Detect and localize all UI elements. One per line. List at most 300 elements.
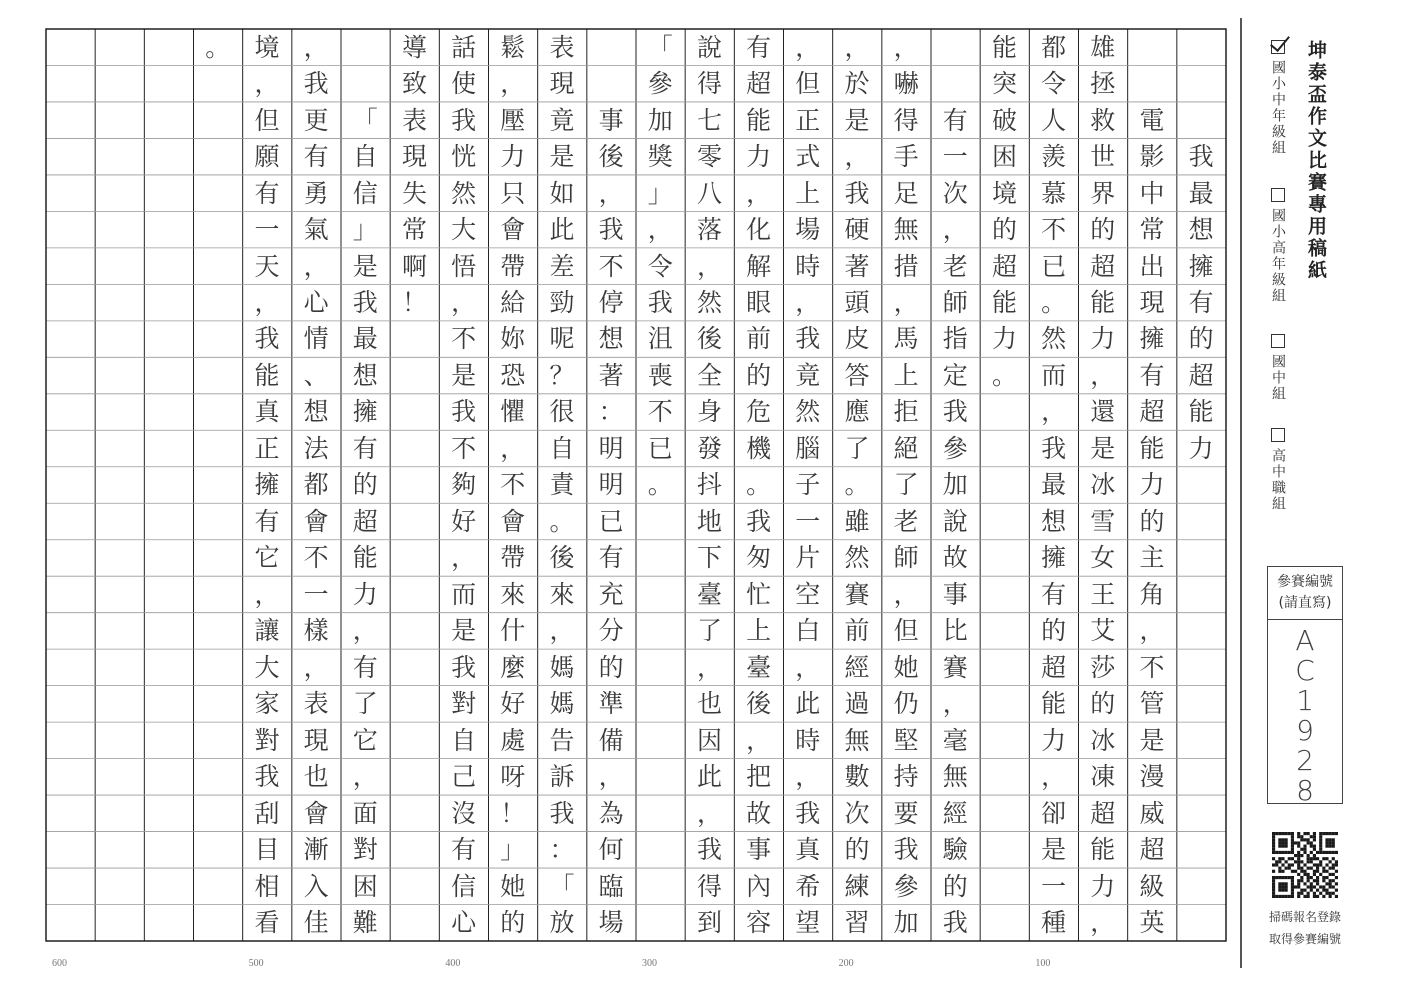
qr-module <box>1303 873 1306 876</box>
essay-character: 我 <box>942 397 968 427</box>
essay-character: 場 <box>795 215 821 245</box>
qr-module <box>1322 885 1325 888</box>
essay-character: ， <box>1090 907 1116 937</box>
category-option-junior-high[interactable] <box>1268 334 1288 402</box>
qr-module <box>1294 841 1297 844</box>
qr-module <box>1319 841 1322 844</box>
essay-character: 刮 <box>254 798 280 828</box>
qr-module <box>1291 870 1294 873</box>
qr-module <box>1272 882 1275 885</box>
essay-character: 力 <box>500 142 526 172</box>
essay-character: ， <box>795 288 821 318</box>
qr-module <box>1297 835 1300 838</box>
essay-character: 對 <box>451 689 477 719</box>
checkbox-icon[interactable] <box>1271 334 1285 348</box>
qr-module <box>1288 867 1291 870</box>
category-option-mid-elementary[interactable] <box>1268 40 1288 156</box>
essay-character: 能 <box>1090 835 1116 865</box>
essay-character: 發 <box>696 433 722 463</box>
essay-character: 不 <box>451 324 477 354</box>
essay-character: 子 <box>795 470 821 500</box>
essay-character: 最 <box>1041 470 1067 500</box>
essay-character: 有 <box>1041 579 1067 609</box>
essay-character: 有 <box>451 835 477 865</box>
qr-module <box>1325 832 1328 835</box>
qr-module <box>1300 867 1303 870</box>
qr-module <box>1297 841 1300 844</box>
qr-module <box>1275 876 1278 879</box>
essay-character: 大 <box>451 215 477 245</box>
qr-module <box>1297 882 1300 885</box>
qr-module <box>1329 867 1332 870</box>
qr-module <box>1325 882 1328 885</box>
essay-column <box>1128 29 1177 941</box>
essay-character: 如 <box>549 178 575 208</box>
essay-character: ， <box>942 215 968 245</box>
essay-character: 。 <box>647 470 673 500</box>
essay-character: ， <box>844 142 870 172</box>
essay-character: 著 <box>844 251 870 281</box>
essay-character: 更 <box>303 105 329 135</box>
qr-module <box>1329 841 1332 844</box>
qr-module <box>1322 895 1325 898</box>
essay-character: 有 <box>1139 360 1165 390</box>
essay-character: 突 <box>991 69 1017 99</box>
qr-module <box>1278 845 1281 848</box>
essay-column <box>292 29 341 941</box>
qr-module <box>1313 854 1316 857</box>
essay-character: 持 <box>893 762 919 792</box>
essay-character: 力 <box>1090 324 1116 354</box>
qr-module <box>1281 851 1284 854</box>
essay-character: 「 <box>647 32 673 62</box>
qr-module <box>1325 845 1328 848</box>
essay-character: 獎 <box>647 142 673 172</box>
count-tick-label: 100 <box>1035 958 1051 969</box>
checkbox-icon[interactable] <box>1271 188 1285 202</box>
qr-module <box>1303 838 1306 841</box>
qr-module <box>1307 895 1310 898</box>
essay-column <box>833 29 882 941</box>
essay-character: 不 <box>451 433 477 463</box>
essay-character: 「 <box>352 105 378 135</box>
qr-module <box>1319 832 1322 835</box>
qr-module <box>1319 838 1322 841</box>
essay-character: 我 <box>647 288 673 318</box>
qr-module <box>1294 854 1297 857</box>
essay-character: 威 <box>1139 798 1165 828</box>
essay-character: 抖 <box>696 470 722 500</box>
essay-character: 慕 <box>1041 178 1067 208</box>
essay-character: 相 <box>254 871 280 901</box>
essay-character: 壓 <box>500 105 526 135</box>
qr-module <box>1313 885 1316 888</box>
qr-module <box>1329 851 1332 854</box>
essay-character: 身 <box>696 397 722 427</box>
essay-character: 準 <box>598 689 624 719</box>
essay-character <box>931 65 980 101</box>
essay-character: 停 <box>598 288 624 318</box>
essay-character: 後 <box>549 543 575 573</box>
essay-character: 我 <box>746 506 772 536</box>
count-tick-label: 600 <box>52 958 67 969</box>
qr-module <box>1281 870 1284 873</box>
essay-character: ， <box>598 762 624 792</box>
essay-character: 我 <box>598 215 624 245</box>
qr-module <box>1313 857 1316 860</box>
essay-character: ， <box>303 32 329 62</box>
essay-character: 解 <box>746 251 772 281</box>
qr-module <box>1291 892 1294 895</box>
essay-character: 艾 <box>1090 616 1116 646</box>
essay-character: 勁 <box>549 288 575 318</box>
essay-character: 的 <box>991 215 1017 245</box>
qr-module <box>1319 851 1322 854</box>
qr-module <box>1297 895 1300 898</box>
essay-character: 上 <box>795 178 821 208</box>
qr-module <box>1307 879 1310 882</box>
essay-character: 有 <box>352 433 378 463</box>
essay-character: ， <box>893 32 919 62</box>
essay-character: 入 <box>303 871 329 901</box>
essay-character: 師 <box>942 288 968 318</box>
qr-module <box>1288 857 1291 860</box>
margin-divider <box>1240 18 1242 968</box>
essay-character: 明 <box>598 470 624 500</box>
essay-character: 都 <box>1041 32 1067 62</box>
qr-module <box>1313 838 1316 841</box>
qr-module <box>1319 873 1322 876</box>
essay-character: 常 <box>401 215 427 245</box>
essay-character: 樣 <box>303 616 329 646</box>
qr-module <box>1319 863 1322 866</box>
essay-character: 的 <box>1188 324 1214 354</box>
qr-module <box>1307 854 1310 857</box>
essay-character: 角 <box>1139 579 1165 609</box>
essay-character: 的 <box>598 652 624 682</box>
essay-character: 。 <box>746 470 772 500</box>
essay-character: ， <box>1090 360 1116 390</box>
qr-module <box>1316 863 1319 866</box>
qr-module <box>1325 851 1328 854</box>
qr-module <box>1332 867 1335 870</box>
essay-character: 事 <box>746 835 772 865</box>
essay-character: 加 <box>942 470 968 500</box>
essay-character: ， <box>746 725 772 755</box>
essay-character: 上 <box>893 360 919 390</box>
qr-module <box>1291 841 1294 844</box>
essay-character: 的 <box>844 835 870 865</box>
essay-column <box>784 29 833 941</box>
essay-character: 家 <box>254 689 280 719</box>
qr-module <box>1325 870 1328 873</box>
essay-character: 分 <box>598 616 624 646</box>
essay-character: 力 <box>352 579 378 609</box>
qr-module <box>1285 867 1288 870</box>
essay-character: 對 <box>352 835 378 865</box>
qr-module <box>1329 885 1332 888</box>
essay-character: 的 <box>1090 689 1116 719</box>
qr-module <box>1272 889 1275 892</box>
qr-module <box>1300 848 1303 851</box>
essay-character: 然 <box>795 397 821 427</box>
checkbox-icon[interactable] <box>1271 428 1285 442</box>
qr-module <box>1294 870 1297 873</box>
category-option-upper-elementary[interactable] <box>1268 188 1288 304</box>
essay-character: 我 <box>352 288 378 318</box>
essay-character: 而 <box>451 579 477 609</box>
qr-module <box>1325 857 1328 860</box>
qr-module <box>1325 876 1328 879</box>
essay-character: 最 <box>352 324 378 354</box>
essay-character: 有 <box>254 178 280 208</box>
essay-character: 超 <box>1188 360 1214 390</box>
qr-module <box>1335 863 1338 866</box>
qr-module <box>1297 860 1300 863</box>
qr-module <box>1313 870 1316 873</box>
essay-character: 只 <box>500 178 526 208</box>
essay-character: 是 <box>451 616 477 646</box>
qr-module <box>1278 857 1281 860</box>
essay-character: 要 <box>893 798 919 828</box>
qr-module <box>1285 895 1288 898</box>
essay-character: 管 <box>1139 689 1165 719</box>
qr-module <box>1281 895 1284 898</box>
qr-module <box>1285 851 1288 854</box>
essay-character: 嚇 <box>893 69 919 99</box>
essay-column <box>685 29 734 941</box>
qr-module <box>1297 845 1300 848</box>
essay-character: 式 <box>795 142 821 172</box>
essay-character: 措 <box>893 251 919 281</box>
qr-module <box>1316 876 1319 879</box>
essay-character: 備 <box>598 725 624 755</box>
essay-character: 。 <box>844 470 870 500</box>
essay-character: 雪 <box>1090 506 1116 536</box>
essay-character: 是 <box>1041 835 1067 865</box>
essay-character: 真 <box>795 835 821 865</box>
qr-module <box>1272 841 1275 844</box>
qr-module <box>1310 835 1313 838</box>
essay-character: 王 <box>1090 579 1116 609</box>
checkbox-icon[interactable] <box>1271 40 1285 54</box>
essay-character: 數 <box>844 762 870 792</box>
essay-column <box>390 29 439 941</box>
qr-module <box>1335 876 1338 879</box>
essay-character: 為 <box>598 798 624 828</box>
qr-caption-line-1: 掃碼報名登錄 <box>1268 910 1341 924</box>
qr-module <box>1291 838 1294 841</box>
qr-module <box>1335 889 1338 892</box>
essay-character: 我 <box>893 835 919 865</box>
essay-character: 現 <box>549 69 575 99</box>
essay-character: 令 <box>647 251 673 281</box>
qr-module <box>1297 863 1300 866</box>
essay-character: 竟 <box>549 105 575 135</box>
essay-character: 然 <box>844 543 870 573</box>
essay-character: 表 <box>549 32 575 62</box>
entry-id-character: C <box>1295 654 1315 687</box>
qr-module <box>1281 845 1284 848</box>
essay-character: 七 <box>696 105 722 135</box>
essay-character: 後 <box>598 142 624 172</box>
qr-module <box>1322 876 1325 879</box>
essay-character: 她 <box>893 652 919 682</box>
essay-character: 喪 <box>647 360 673 390</box>
qr-module <box>1297 851 1300 854</box>
essay-character: ， <box>352 762 378 792</box>
essay-character: 經 <box>844 652 870 682</box>
essay-character: 定 <box>942 360 968 390</box>
essay-character: 「 <box>549 871 575 901</box>
essay-character: 還 <box>1090 397 1116 427</box>
essay-character: 何 <box>598 835 624 865</box>
qr-module <box>1285 841 1288 844</box>
essay-character: 望 <box>795 907 821 937</box>
qr-module <box>1322 857 1325 860</box>
essay-character: 界 <box>1090 178 1116 208</box>
essay-character: 對 <box>254 725 280 755</box>
qr-module <box>1335 860 1338 863</box>
essay-character: 自 <box>352 142 378 172</box>
qr-module <box>1325 889 1328 892</box>
essay-character: 帶 <box>500 543 526 573</box>
essay-character: 下 <box>696 543 722 573</box>
essay-character: 媽 <box>549 689 575 719</box>
essay-character: 無 <box>942 762 968 792</box>
essay-character: 此 <box>696 762 722 792</box>
qr-module <box>1316 851 1319 854</box>
essay-character: 它 <box>352 725 378 755</box>
essay-character: ， <box>795 32 821 62</box>
essay-character: 莎 <box>1090 652 1116 682</box>
qr-module <box>1272 857 1275 860</box>
qr-module <box>1278 838 1281 841</box>
qr-module <box>1281 876 1284 879</box>
essay-character: 主 <box>1139 543 1165 573</box>
essay-character: 不 <box>647 397 673 427</box>
essay-character: 羨 <box>1041 142 1067 172</box>
essay-character: 的 <box>1090 215 1116 245</box>
essay-character: ， <box>746 178 772 208</box>
essay-character: 信 <box>451 871 477 901</box>
qr-module <box>1272 879 1275 882</box>
essay-character: 是 <box>451 360 477 390</box>
qr-module <box>1278 841 1281 844</box>
qr-module <box>1325 838 1328 841</box>
essay-character: ， <box>647 215 673 245</box>
qr-module <box>1297 832 1300 835</box>
entry-id-header <box>1268 567 1342 620</box>
essay-character: 擁 <box>1041 543 1067 573</box>
qr-module <box>1319 885 1322 888</box>
essay-character: 力 <box>991 324 1017 354</box>
qr-module <box>1300 854 1303 857</box>
essay-character: 能 <box>352 543 378 573</box>
essay-character: ， <box>696 798 722 828</box>
essay-character: 心 <box>303 288 329 318</box>
essay-character: 令 <box>1041 69 1067 99</box>
qr-module <box>1303 870 1306 873</box>
essay-column <box>587 29 636 941</box>
qr-module <box>1307 857 1310 860</box>
qr-module <box>1272 845 1275 848</box>
essay-character: 次 <box>942 178 968 208</box>
qr-module <box>1278 860 1281 863</box>
essay-character: 不 <box>1041 215 1067 245</box>
essay-character: 一 <box>942 142 968 172</box>
essay-character: 放 <box>549 907 575 937</box>
qr-module <box>1278 889 1281 892</box>
essay-character: 現 <box>303 725 329 755</box>
essay-character: 。 <box>205 32 231 62</box>
qr-module <box>1297 857 1300 860</box>
essay-column <box>243 29 292 941</box>
count-tick-label: 300 <box>642 958 657 969</box>
qr-module <box>1313 832 1316 835</box>
qr-module <box>1335 895 1338 898</box>
essay-character <box>341 65 390 101</box>
qr-module <box>1303 889 1306 892</box>
qr-module <box>1316 857 1319 860</box>
essay-character: 鬆 <box>500 32 526 62</box>
essay-character: 擁 <box>1139 324 1165 354</box>
qr-module <box>1291 845 1294 848</box>
essay-character: 我 <box>844 178 870 208</box>
qr-module <box>1281 838 1284 841</box>
essay-character: 此 <box>549 215 575 245</box>
qr-module <box>1272 876 1275 879</box>
qr-module <box>1307 832 1310 835</box>
essay-character: 的 <box>352 470 378 500</box>
essay-character: 是 <box>1090 433 1116 463</box>
qr-module <box>1319 892 1322 895</box>
essay-character: 的 <box>500 907 526 937</box>
essay-character <box>341 29 390 65</box>
qr-code-icon[interactable] <box>1272 832 1338 898</box>
qr-module <box>1281 882 1284 885</box>
qr-module <box>1281 832 1284 835</box>
essay-character: 大 <box>254 652 280 682</box>
qr-module <box>1310 845 1313 848</box>
qr-module <box>1307 867 1310 870</box>
essay-character: 。 <box>549 506 575 536</box>
essay-character: 練 <box>844 871 870 901</box>
essay-character: 空 <box>795 579 821 609</box>
qr-module <box>1278 832 1281 835</box>
essay-character: 希 <box>795 871 821 901</box>
essay-character: 但 <box>795 69 821 99</box>
essay-character: 表 <box>401 105 427 135</box>
qr-module <box>1316 867 1319 870</box>
qr-module <box>1285 845 1288 848</box>
essay-character: 擁 <box>254 470 280 500</box>
essay-character: 好 <box>500 689 526 719</box>
qr-module <box>1332 841 1335 844</box>
essay-column <box>636 29 685 941</box>
essay-character: ， <box>598 178 624 208</box>
essay-column <box>439 29 488 941</box>
qr-module <box>1281 857 1284 860</box>
essay-character: 無 <box>893 215 919 245</box>
essay-character: 救 <box>1090 105 1116 135</box>
essay-character: 願 <box>254 142 280 172</box>
essay-character: 看 <box>254 907 280 937</box>
qr-module <box>1322 879 1325 882</box>
entry-id-value[interactable] <box>1268 620 1342 806</box>
category-option-senior-high[interactable] <box>1268 428 1288 512</box>
essay-character: 呀 <box>500 762 526 792</box>
